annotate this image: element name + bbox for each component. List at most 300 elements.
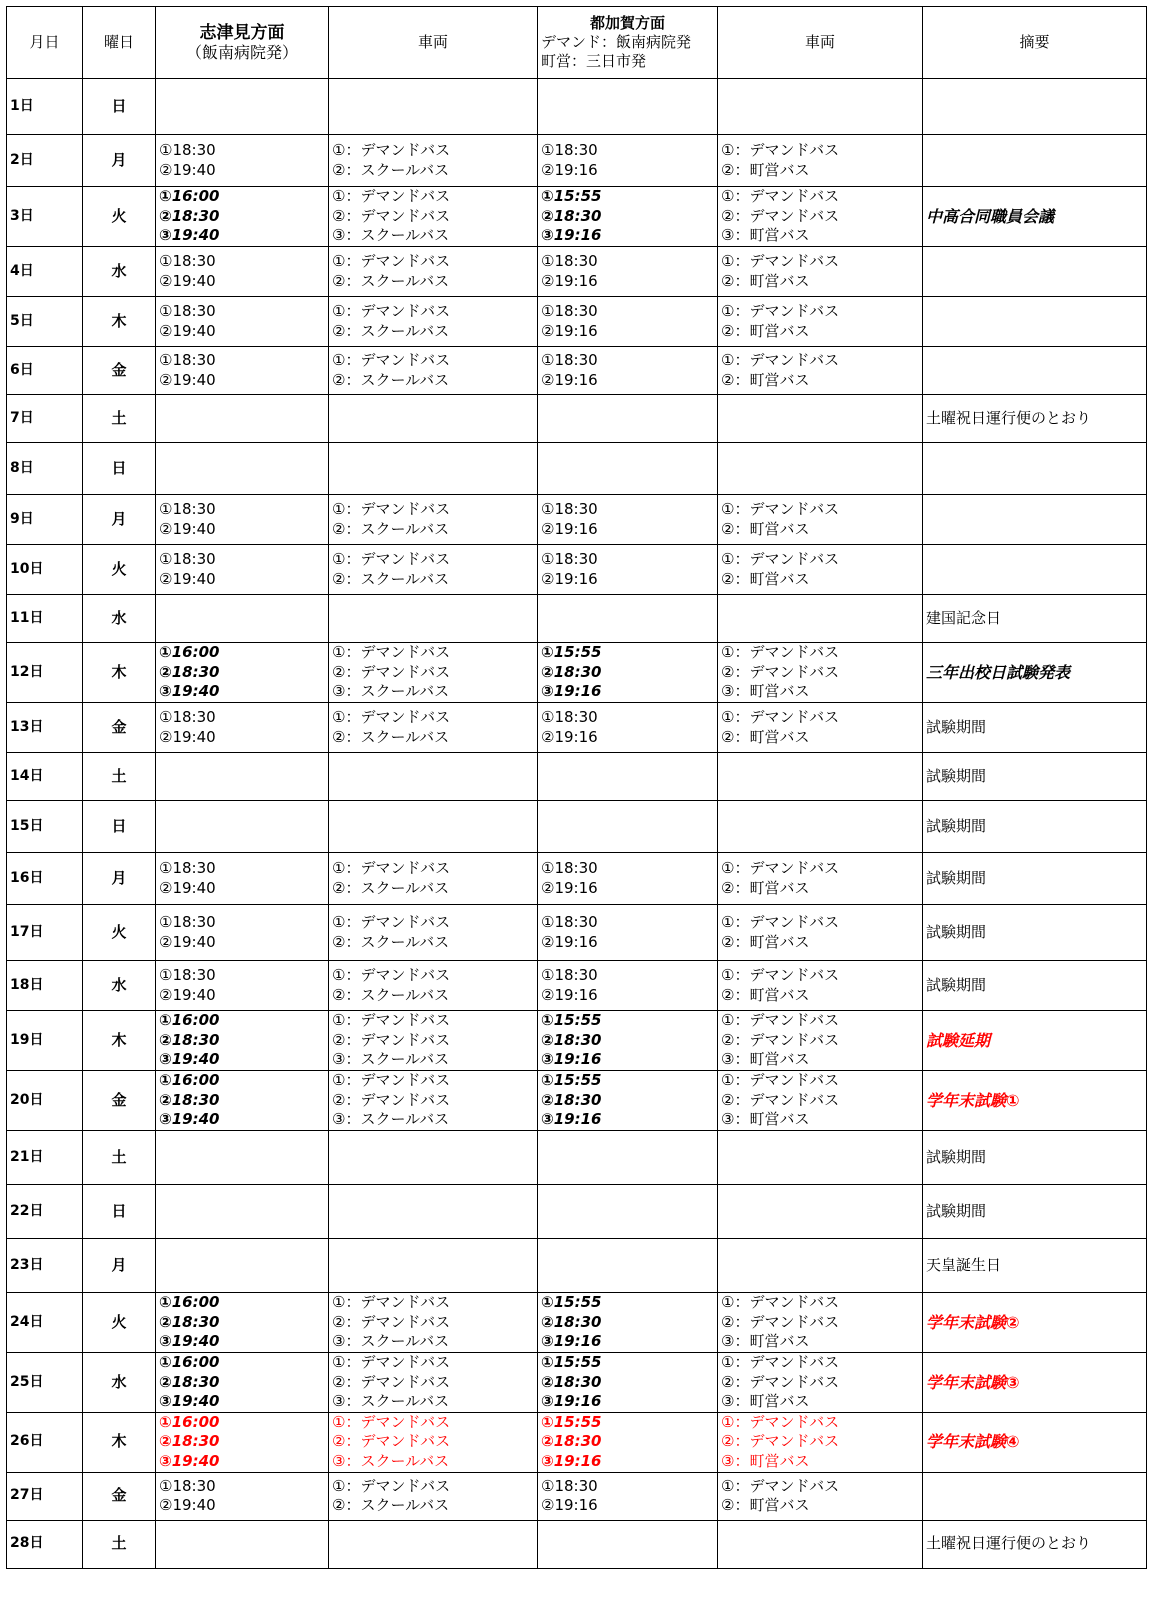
departure-time: ①18:30 [541,913,598,931]
vehicle-type: ③：スクールバス [332,1332,450,1351]
notes-cell [923,135,1147,187]
vehicle-type: ②：デマンドバス [332,1372,451,1391]
departure-time: ①18:30 [541,252,598,270]
date-cell: 11日 [7,595,83,643]
vehicle-type: ①：デマンドバス [721,859,840,877]
departure-time: ②19:40 [159,160,216,179]
date-cell: 18日 [7,961,83,1011]
day-of-week-cell: 土 [83,753,156,801]
tsukaga-vehicle-cell [718,753,923,801]
shitsumi-times-cell [156,495,329,545]
departure-time: ②19:40 [159,1496,216,1514]
vehicle-type: ①：デマンドバス [332,966,451,984]
departure-time: ③19:40 [159,1110,220,1129]
departure-time: ③19:16 [541,1392,602,1410]
shitsumi-vehicle-cell [329,79,538,135]
shitsumi-vehicle-cell [329,135,538,187]
tsukaga-title: 都加賀方面 [589,14,665,32]
shitsumi-vehicle-cell [329,1131,538,1185]
departure-time: ①16:00 [159,1353,220,1371]
tsukaga-vehicle-cell [718,1185,923,1239]
departure-time: ③19:16 [541,682,602,701]
departure-time: ②19:40 [159,985,216,1004]
header-day-of-week: 曜日 [83,7,156,79]
vehicle-type: ③：町営バス [721,1451,810,1470]
tsukaga-times-cell [538,801,718,853]
departure-time: ①18:30 [159,351,216,369]
vehicle-type: ①：デマンドバス [721,1293,840,1312]
vehicle-type: ②：町営バス [721,370,810,389]
vehicle-type: ①：デマンドバス [721,550,840,568]
shitsumi-vehicle-cell [329,1412,538,1472]
shitsumi-vehicle-cell [329,1293,538,1353]
departure-time: ①18:30 [159,966,216,984]
departure-time: ②19:40 [159,321,216,340]
date-cell: 2日 [7,135,83,187]
shitsumi-times-cell [156,1412,329,1472]
tsukaga-vehicle-cell [718,79,923,135]
tsukaga-vehicle-cell [718,1011,923,1071]
departure-time: ①18:30 [159,550,216,568]
date-cell: 22日 [7,1185,83,1239]
departure-time: ①18:30 [541,859,598,877]
vehicle-type: ③：町営バス [721,682,810,701]
date-cell: 20日 [7,1071,83,1131]
tsukaga-vehicle-cell [718,1071,923,1131]
shitsumi-times-cell [156,297,329,347]
departure-time: ②18:30 [159,662,220,681]
departure-time: ③19:40 [159,1392,220,1410]
departure-time: ②18:30 [541,1372,602,1391]
shitsumi-vehicle-cell [329,347,538,395]
tsukaga-times-cell [538,961,718,1011]
departure-time: ①18:30 [541,1476,598,1495]
departure-time: ①16:00 [159,1011,220,1030]
shitsumi-times-cell [156,801,329,853]
departure-time: ②18:30 [541,662,602,681]
vehicle-type: ②：デマンドバス [721,1090,840,1109]
date-cell: 8日 [7,443,83,495]
tsukaga-vehicle-cell [718,1239,923,1293]
date-cell: 14日 [7,753,83,801]
header-date: 月日 [7,7,83,79]
vehicle-type: ②：スクールバス [332,370,450,389]
notes-cell: 試験期間 [923,1131,1147,1185]
day-of-week-cell: 月 [83,853,156,905]
departure-time: ①18:30 [541,500,598,518]
departure-time: ②19:40 [159,878,216,897]
departure-time: ①18:30 [159,708,216,726]
vehicle-type: ③：町営バス [721,1332,810,1351]
departure-time: ①18:30 [541,966,598,984]
departure-time: ②18:30 [159,1372,220,1391]
departure-time: ③19:40 [159,1332,220,1351]
day-of-week-cell: 木 [83,643,156,703]
shitsumi-times-cell [156,79,329,135]
tsukaga-times-cell [538,187,718,247]
tsukaga-times-cell [538,905,718,961]
table-row [7,1071,1147,1131]
departure-time: ②19:16 [541,1496,598,1514]
departure-time: ②18:30 [541,1090,602,1109]
departure-time: ②19:40 [159,727,216,746]
day-of-week-cell: 月 [83,135,156,187]
departure-time: ②18:30 [541,1312,602,1331]
day-of-week-cell: 日 [83,79,156,135]
vehicle-type: ②：デマンドバス [721,1030,840,1049]
tsukaga-vehicle-cell [718,1520,923,1568]
table-row [7,703,1147,753]
departure-time: ②18:30 [159,1090,220,1109]
vehicle-type: ③：町営バス [721,1110,810,1129]
bus-schedule-table [6,6,1147,1569]
vehicle-type: ②：デマンドバス [332,1090,451,1109]
vehicle-type: ①：デマンドバス [721,1011,840,1030]
departure-time: ①15:55 [541,1011,602,1030]
tsukaga-times-cell [538,1520,718,1568]
shitsumi-times-cell [156,1239,329,1293]
departure-time: ②19:16 [541,569,598,588]
tsukaga-times-cell [538,297,718,347]
notes-cell [923,347,1147,395]
vehicle-type: ③：スクールバス [332,1451,450,1470]
date-cell: 19日 [7,1011,83,1071]
departure-time: ②18:30 [541,206,602,225]
table-row [7,1293,1147,1353]
tsukaga-vehicle-cell [718,961,923,1011]
notes-cell [923,79,1147,135]
day-of-week-cell: 火 [83,187,156,247]
notes-cell [923,1472,1147,1520]
vehicle-type: ②：スクールバス [332,519,450,538]
day-of-week-cell: 土 [83,1131,156,1185]
shitsumi-vehicle-cell [329,801,538,853]
notes-cell [923,297,1147,347]
day-of-week-cell: 月 [83,1239,156,1293]
vehicle-type: ①：デマンドバス [332,1011,451,1030]
vehicle-type: ①：デマンドバス [721,913,840,931]
table-row [7,347,1147,395]
vehicle-type: ③：スクールバス [332,1050,450,1069]
vehicle-type: ②：スクールバス [332,321,450,340]
date-cell: 15日 [7,801,83,853]
date-cell: 27日 [7,1472,83,1520]
vehicle-type: ①：デマンドバス [332,500,451,518]
shitsumi-times-cell [156,443,329,495]
vehicle-type: ①：デマンドバス [332,1353,451,1371]
vehicle-type: ②：デマンドバス [721,662,840,681]
shitsumi-vehicle-cell [329,545,538,595]
departure-time: ①18:30 [159,141,216,159]
date-cell: 24日 [7,1293,83,1353]
departure-time: ②19:16 [541,878,598,897]
table-row [7,187,1147,247]
table-row [7,1185,1147,1239]
notes-cell: 学年末試験④ [923,1412,1147,1472]
day-of-week-cell: 土 [83,395,156,443]
vehicle-type: ①：デマンドバス [721,643,840,662]
departure-time: ③19:40 [159,1451,220,1470]
vehicle-type: ①：デマンドバス [332,913,451,931]
notes-cell: 学年末試験③ [923,1353,1147,1413]
tsukaga-times-cell [538,1472,718,1520]
vehicle-type: ②：町営バス [721,160,810,179]
tsukaga-vehicle-cell [718,801,923,853]
date-cell: 7日 [7,395,83,443]
departure-time: ①18:30 [541,302,598,320]
departure-time: ①16:00 [159,1071,220,1090]
table-row [7,135,1147,187]
departure-time: ③19:16 [541,226,602,245]
tsukaga-vehicle-cell [718,643,923,703]
shitsumi-vehicle-cell [329,1472,538,1520]
departure-time: ①18:30 [159,1476,216,1495]
tsukaga-demand-origin: デマンド：飯南病院発 [541,33,692,51]
departure-time: ③19:40 [159,682,220,701]
notes-cell: 試験期間 [923,961,1147,1011]
shitsumi-subtitle: （飯南病院発） [185,42,298,62]
tsukaga-vehicle-cell [718,905,923,961]
notes-cell: 試験期間 [923,753,1147,801]
vehicle-type: ①：デマンドバス [721,966,840,984]
vehicle-type: ②：スクールバス [332,878,450,897]
shitsumi-vehicle-cell [329,905,538,961]
vehicle-type: ②：スクールバス [332,985,450,1004]
departure-time: ①16:00 [159,187,220,206]
date-cell: 26日 [7,1412,83,1472]
notes-cell: 建国記念日 [923,595,1147,643]
tsukaga-times-cell [538,1071,718,1131]
table-row [7,395,1147,443]
vehicle-type: ②：デマンドバス [332,662,451,681]
departure-time: ①18:30 [159,500,216,518]
vehicle-type: ①：デマンドバス [332,1412,451,1431]
table-row [7,495,1147,545]
day-of-week-cell: 日 [83,443,156,495]
vehicle-type: ①：デマンドバス [332,859,451,877]
shitsumi-vehicle-cell [329,1011,538,1071]
vehicle-type: ①：デマンドバス [332,141,451,159]
tsukaga-times-cell [538,1293,718,1353]
shitsumi-vehicle-cell [329,1239,538,1293]
table-row [7,1239,1147,1293]
tsukaga-vehicle-cell [718,1293,923,1353]
departure-time: ②19:16 [541,370,598,389]
date-cell: 5日 [7,297,83,347]
vehicle-type: ①：デマンドバス [332,708,451,726]
departure-time: ③19:16 [541,1332,602,1351]
table-row [7,643,1147,703]
vehicle-type: ①：デマンドバス [721,141,840,159]
vehicle-type: ①：デマンドバス [721,187,840,206]
shitsumi-times-cell [156,595,329,643]
shitsumi-times-cell [156,1071,329,1131]
notes-cell [923,443,1147,495]
departure-time: ①18:30 [159,252,216,270]
day-of-week-cell: 日 [83,1185,156,1239]
departure-time: ①18:30 [541,708,598,726]
vehicle-type: ②：デマンドバス [332,1312,451,1331]
table-row [7,753,1147,801]
tsukaga-vehicle-cell [718,247,923,297]
vehicle-type: ②：デマンドバス [332,1432,451,1451]
date-cell: 4日 [7,247,83,297]
notes-cell: 三年出校日試験発表 [923,643,1147,703]
departure-time: ②19:16 [541,985,598,1004]
table-row [7,853,1147,905]
notes-cell: 試験延期 [923,1011,1147,1071]
vehicle-type: ③：スクールバス [332,226,450,245]
departure-time: ①16:00 [159,1412,220,1431]
vehicle-type: ③：町営バス [721,1392,810,1410]
shitsumi-times-cell [156,247,329,297]
vehicle-type: ③：町営バス [721,1050,810,1069]
tsukaga-vehicle-cell [718,395,923,443]
vehicle-type: ③：スクールバス [332,1110,450,1129]
vehicle-type: ①：デマンドバス [332,550,451,568]
tsukaga-vehicle-cell [718,443,923,495]
day-of-week-cell: 土 [83,1520,156,1568]
table-row [7,1011,1147,1071]
date-cell: 12日 [7,643,83,703]
notes-cell: 試験期間 [923,853,1147,905]
shitsumi-times-cell [156,545,329,595]
shitsumi-times-cell [156,1472,329,1520]
shitsumi-times-cell [156,853,329,905]
shitsumi-times-cell [156,905,329,961]
departure-time: ②19:40 [159,519,216,538]
vehicle-type: ①：デマンドバス [721,1412,840,1431]
tsukaga-vehicle-cell [718,853,923,905]
day-of-week-cell: 水 [83,961,156,1011]
departure-time: ③19:16 [541,1050,602,1069]
tsukaga-times-cell [538,1185,718,1239]
shitsumi-vehicle-cell [329,753,538,801]
vehicle-type: ②：町営バス [721,932,810,951]
tsukaga-vehicle-cell [718,703,923,753]
notes-cell: 中高合同職員会議 [923,187,1147,247]
vehicle-type: ②：スクールバス [332,727,450,746]
tsukaga-times-cell [538,643,718,703]
shitsumi-times-cell [156,1353,329,1413]
departure-time: ②18:30 [159,1312,220,1331]
shitsumi-vehicle-cell [329,961,538,1011]
vehicle-type: ①：デマンドバス [332,1293,451,1312]
vehicle-type: ①：デマンドバス [721,708,840,726]
shitsumi-times-cell [156,395,329,443]
shitsumi-vehicle-cell [329,297,538,347]
vehicle-type: ②：デマンドバス [332,206,451,225]
vehicle-type: ②：スクールバス [332,160,450,179]
notes-cell: 試験期間 [923,801,1147,853]
departure-time: ①18:30 [541,351,598,369]
header-row [7,7,1147,79]
tsukaga-vehicle-cell [718,1412,923,1472]
day-of-week-cell: 木 [83,1011,156,1071]
day-of-week-cell: 火 [83,1293,156,1353]
tsukaga-times-cell [538,853,718,905]
date-cell: 3日 [7,187,83,247]
vehicle-type: ②：スクールバス [332,932,450,951]
header-shitsumi-direction [156,7,329,79]
departure-time: ②18:30 [159,1432,220,1451]
date-cell: 13日 [7,703,83,753]
day-of-week-cell: 火 [83,545,156,595]
departure-time: ①15:55 [541,1293,602,1312]
departure-time: ②19:16 [541,160,598,179]
vehicle-type: ②：デマンドバス [332,1030,451,1049]
vehicle-type: ②：スクールバス [332,271,450,290]
day-of-week-cell: 水 [83,1353,156,1413]
tsukaga-vehicle-cell [718,545,923,595]
tsukaga-times-cell [538,1412,718,1472]
departure-time: ②19:16 [541,321,598,340]
vehicle-type: ③：スクールバス [332,682,450,701]
shitsumi-vehicle-cell [329,247,538,297]
tsukaga-vehicle-cell [718,1472,923,1520]
shitsumi-times-cell [156,1185,329,1239]
departure-time: ①18:30 [159,859,216,877]
header-tsukaga-direction [538,7,718,79]
vehicle-type: ③：スクールバス [332,1392,450,1410]
tsukaga-vehicle-cell [718,187,923,247]
shitsumi-vehicle-cell [329,1520,538,1568]
vehicle-type: ②：デマンドバス [721,1432,840,1451]
table-row [7,79,1147,135]
departure-time: ③19:16 [541,1110,602,1129]
tsukaga-times-cell [538,347,718,395]
table-row [7,1131,1147,1185]
departure-time: ①18:30 [159,913,216,931]
date-cell: 23日 [7,1239,83,1293]
vehicle-type: ②：町営バス [721,271,810,290]
day-of-week-cell: 金 [83,703,156,753]
day-of-week-cell: 月 [83,495,156,545]
shitsumi-vehicle-cell [329,395,538,443]
tsukaga-times-cell [538,703,718,753]
shitsumi-vehicle-cell [329,643,538,703]
departure-time: ②19:40 [159,569,216,588]
vehicle-type: ②：町営バス [721,519,810,538]
departure-time: ②18:30 [159,206,220,225]
departure-time: ②19:16 [541,271,598,290]
vehicle-type: ①：デマンドバス [721,1071,840,1090]
shitsumi-times-cell [156,1011,329,1071]
vehicle-type: ②：デマンドバス [721,206,840,225]
shitsumi-times-cell [156,753,329,801]
vehicle-type: ③：町営バス [721,226,810,245]
day-of-week-cell: 金 [83,347,156,395]
notes-cell: 土曜祝日運行便のとおり [923,1520,1147,1568]
table-row [7,297,1147,347]
notes-cell [923,247,1147,297]
tsukaga-times-cell [538,247,718,297]
schedule-body [7,79,1147,1569]
date-cell: 6日 [7,347,83,395]
vehicle-type: ①：デマンドバス [721,1353,840,1371]
vehicle-type: ②：町営バス [721,985,810,1004]
table-row [7,905,1147,961]
date-cell: 28日 [7,1520,83,1568]
departure-time: ②18:30 [159,1030,220,1049]
shitsumi-times-cell [156,187,329,247]
shitsumi-times-cell [156,347,329,395]
departure-time: ①16:00 [159,1293,220,1312]
shitsumi-times-cell [156,1520,329,1568]
vehicle-type: ①：デマンドバス [332,252,451,270]
notes-cell: 土曜祝日運行便のとおり [923,395,1147,443]
date-cell: 1日 [7,79,83,135]
